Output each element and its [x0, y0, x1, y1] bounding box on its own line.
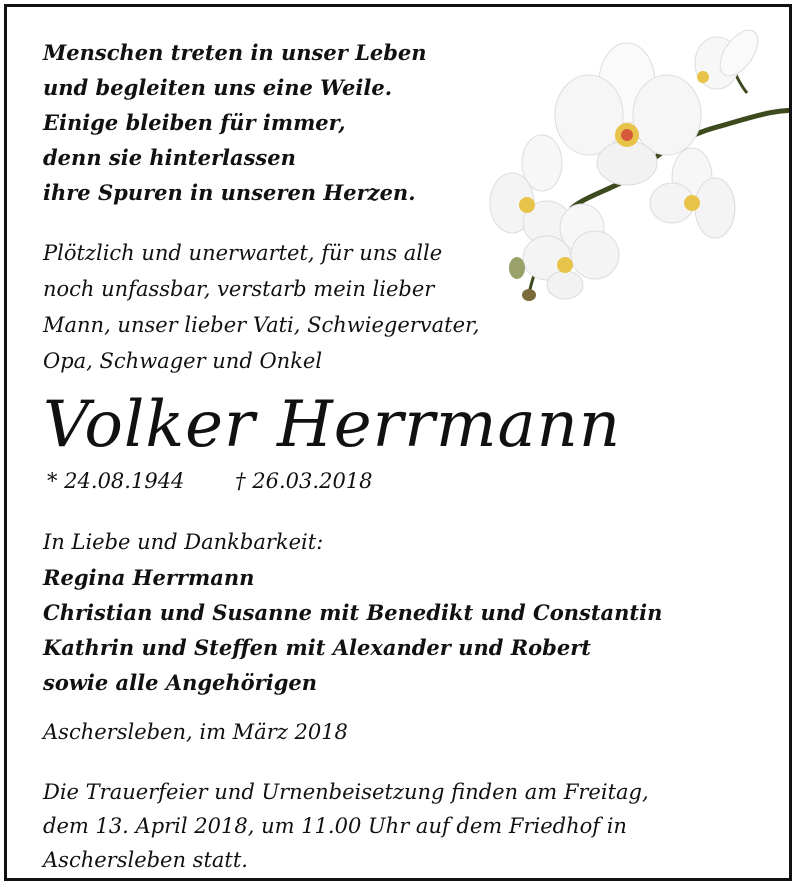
obituary-frame [4, 4, 792, 881]
mourners-list [43, 525, 662, 700]
announcement-line: Mann, unser lieber Vati, Schwiegervater, [43, 313, 480, 337]
poem-line: ihre Spuren in unseren Herzen. [43, 180, 416, 205]
death-date: † 26.03.2018 [235, 469, 373, 493]
mourner-name: Christian und Susanne mit Benedikt und Constantin [43, 600, 663, 625]
orchid-image [477, 23, 792, 313]
announcement-line: noch unfassbar, verstarb mein lieber [43, 277, 435, 301]
place-date: Aschersleben, im März 2018 [43, 720, 348, 744]
orchid-flower-left [490, 135, 571, 245]
service-line: dem 13. April 2018, um 11.00 Uhr auf dem Friedhof in [43, 814, 627, 838]
service-line: Aschersleben statt. [43, 848, 248, 872]
announcement-line: Opa, Schwager und Onkel [43, 349, 323, 373]
birth-date: * 24.08.1944 [47, 469, 185, 493]
service-line: Die Trauerfeier und Urnenbeisetzung finden am Freitag, [43, 780, 649, 804]
mourner-name: sowie alle Angehörigen [43, 670, 318, 695]
poem-line: und begleiten uns eine Weile. [43, 75, 393, 100]
life-dates [47, 467, 373, 495]
announcement-text [43, 235, 479, 379]
poem [43, 35, 427, 210]
mourners-heading: In Liebe und Dankbarkeit: [43, 530, 324, 554]
funeral-service-info [43, 775, 649, 877]
orchid-flower-right [650, 148, 735, 238]
mourner-name: Regina Herrmann [43, 565, 255, 590]
poem-line: Einige bleiben für immer, [43, 110, 346, 135]
announcement-line: Plötzlich und unerwartet, für uns alle [43, 241, 443, 265]
orchid-flower-top-right [695, 24, 765, 89]
poem-line: denn sie hinterlassen [43, 145, 296, 170]
poem-line: Menschen treten in unser Leben [43, 40, 427, 65]
deceased-name: Volker Herrmann [43, 388, 622, 462]
mourner-name: Kathrin und Steffen mit Alexander und Robert [43, 635, 591, 660]
